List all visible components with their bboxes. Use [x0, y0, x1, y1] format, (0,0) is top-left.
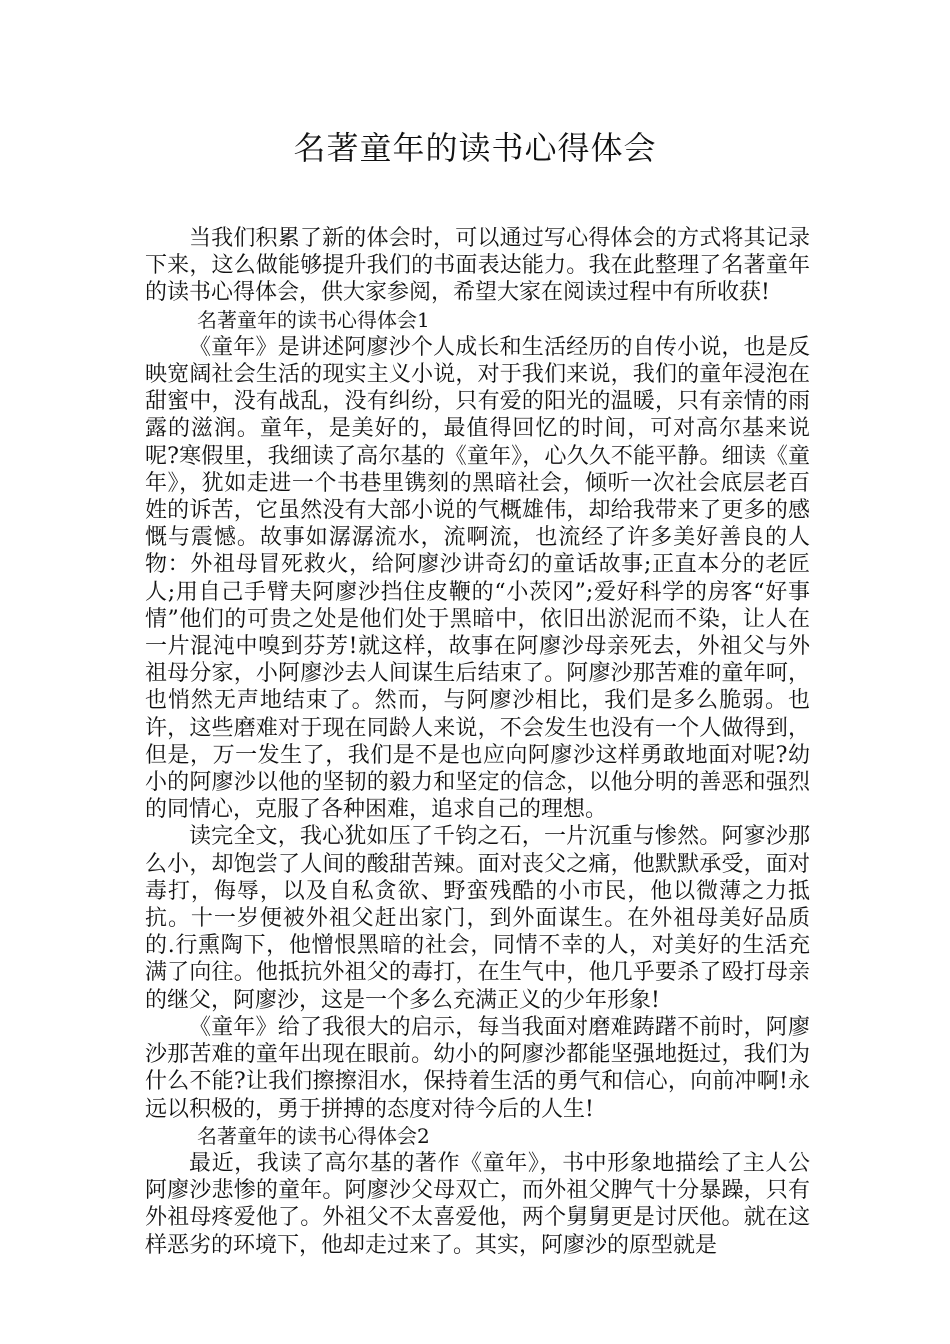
section-heading-1: 名著童年的读书心得体会1: [197, 307, 430, 332]
section2-paragraph-1: 最近，我读了高尔基的著作《童年》，书中形象地描绘了主人公阿廖沙悲惨的童年。阿廖沙父母双亡，而外祖父脾气十分暴躁，只有外祖母疼爱他了。外祖父不太喜爱他，两个舅舅更是讨厌他。就在这样恶劣的环境下，他却走过来了。其实，阿廖沙的原型就是: [145, 1150, 810, 1258]
document-body: [145, 225, 810, 1259]
section1-paragraph-3: 《童年》给了我很大的启示，每当我面对磨难踌躇不前时，阿廖沙那苦难的童年出现在眼前。幼小的阿廖沙都能坚强地挺过，我们为什么不能?让我们擦擦泪水，保持着生活的勇气和信心，向前冲啊!永远以积极的，勇于拼搏的态度对待今后的人生!: [145, 1014, 810, 1122]
section1-paragraph-2: 读完全文，我心犹如压了千钧之石，一片沉重与惨然。阿寥沙那么小，却饱尝了人间的酸甜苦辣。面对丧父之痛，他默默承受，面对毒打，侮辱，以及自私贪欲、野蛮残酷的小市民，他以微薄之力抵抗。十一岁便被外祖父赶出家门，到外面谋生。在外祖母美好品质的.行熏陶下，他憎恨黑暗的社会，同情不幸的人，对美好的生活充满了向往。他抵抗外祖父的毒打，在生气中，他几乎要杀了殴打母亲的继父，阿廖沙，这是一个多么充满正义的少年形象!: [145, 824, 810, 1013]
section1-paragraph-1: 《童年》是讲述阿廖沙个人成长和生活经历的自传小说，也是反映宽阔社会生活的现实主义小说，对于我们来说，我们的童年浸泡在甜蜜中，没有战乱，没有纠纷，只有爱的阳光的温暖，只有亲情的雨露的滋润。童年，是美好的，最值得回忆的时间，可对高尔基来说呢?寒假里，我细读了高尔基的《童年》，心久久不能平静。细读《童年》，犹如走进一个书巷里镌刻的黑暗社会，倾听一次社会底层老百姓的诉苦，它虽然没有大部小说的气概雄伟，却给我带来了更多的感慨与震憾。故事如潺潺流水，流啊流，也流经了许多美好善良的人物：外祖母冒死救火，给阿廖沙讲奇幻的童话故事;正直本分的老匠人;用自己手臂夫阿廖沙挡住皮鞭的“小茨冈”;爱好科学的房客“好事情”他们的可贵之处是他们处于黑暗中，依旧出淤泥而不染，让人在一片混沌中嗅到芬芳!就这样，故事在阿廖沙母亲死去，外祖父与外祖母分家，小阿廖沙去人间谋生后结束了。阿廖沙那苦难的童年呵，也悄然无声地结束了。然而，与阿廖沙相比，我们是多么脆弱。也许，这些磨难对于现在同龄人来说，不会发生也没有一个人做得到，但是，万一发生了，我们是不是也应向阿廖沙这样勇敢地面对呢?幼小的阿廖沙以他的坚韧的毅力和坚定的信念，以他分明的善恶和强烈的同情心，克服了各种困难，追求自己的理想。: [145, 334, 810, 823]
page-title: 名著童年的读书心得体会: [293, 129, 657, 167]
section-heading-2: 名著童年的读书心得体会2: [197, 1123, 430, 1148]
intro-paragraph: 当我们积累了新的体会时，可以通过写心得体会的方式将其记录下来，这么做能够提升我们的书面表达能力。我在此整理了名著童年的读书心得体会，供大家参阅，希望大家在阅读过程中有所收获!: [145, 226, 810, 306]
